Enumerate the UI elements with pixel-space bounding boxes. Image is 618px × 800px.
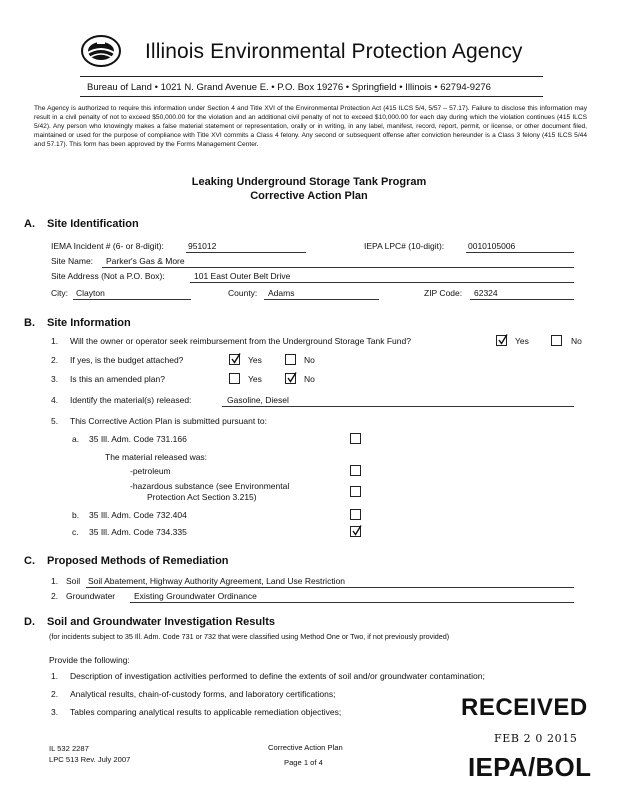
petroleum-label: -petroleum	[130, 466, 171, 476]
county-underline	[264, 299, 379, 300]
section-d-heading	[24, 616, 275, 628]
q2-no-label: No	[304, 355, 315, 365]
q2-text: If yes, is the budget attached?	[70, 355, 184, 365]
section-a-title: Site Identification	[47, 218, 139, 230]
section-d-note: (for incidents subject to 35 Ill. Adm. Code 731 or 732 that were classified using Method One or Two, if not previously provided)	[49, 632, 450, 641]
q2-no-checkbox[interactable]	[285, 354, 296, 365]
opt-a-text: 35 Ill. Adm. Code 731.166	[89, 434, 187, 444]
groundwater-underline	[130, 602, 574, 603]
section-d-letter: D.	[24, 616, 35, 628]
section-a-heading	[24, 218, 139, 230]
iema-value[interactable]: 951012	[188, 241, 217, 251]
zip-underline	[470, 299, 574, 300]
q1-text: Will the owner or operator seek reimbursement from the Underground Storage Tank Fund?	[70, 336, 411, 346]
q3-no-label: No	[304, 374, 315, 384]
zip-label: ZIP Code:	[424, 288, 463, 298]
agency-address: Bureau of Land • 1021 N. Grand Avenue E. • P.O. Box 19276 • Springfield • Illinois • 62794-9276	[87, 82, 491, 93]
list-item: Description of investigation activities performed to define the extents of soil and/or groundwater contamination;	[70, 671, 485, 681]
iema-underline	[186, 252, 306, 253]
opt-c-text: 35 Ill. Adm. Code 734.335	[89, 527, 187, 537]
q1-yes-label: Yes	[515, 336, 529, 346]
list-item: Analytical results, chain-of-custody forms, and laboratory certifications;	[70, 689, 336, 699]
form-revision: LPC 513 Rev. July 2007	[49, 755, 131, 764]
q3-yes-label: Yes	[248, 374, 262, 384]
header-rule-bottom	[80, 96, 543, 97]
hazardous-label-line1: -hazardous substance (see Environmental	[130, 481, 290, 491]
q4-number: 4.	[51, 395, 59, 405]
footer-title: Corrective Action Plan	[268, 743, 343, 752]
q1-number: 1.	[51, 336, 59, 346]
soil-value[interactable]: Soil Abatement, Highway Authority Agreement, Land Use Restriction	[88, 576, 346, 586]
lpc-label: IEPA LPC# (10-digit):	[364, 241, 445, 251]
received-stamp: RECEIVED	[461, 694, 588, 721]
q3-yes-checkbox[interactable]	[229, 373, 240, 384]
q3-no-checkbox[interactable]	[285, 373, 296, 384]
city-underline	[73, 299, 191, 300]
soil-label: Soil	[66, 576, 81, 586]
opt-b-text: 35 Ill. Adm. Code 732.404	[89, 510, 187, 520]
site-address-value[interactable]: 101 East Outer Belt Drive	[194, 271, 291, 281]
section-d-title: Soil and Groundwater Investigation Results	[47, 616, 275, 628]
list-item-number: 2.	[51, 689, 59, 699]
checkmark-icon	[497, 334, 508, 346]
opt-c-checkbox[interactable]	[350, 526, 361, 537]
site-address-underline	[190, 282, 574, 283]
list-item-number: 3.	[51, 707, 59, 717]
zip-value[interactable]: 62324	[474, 288, 498, 298]
opt-a-letter: a.	[72, 434, 80, 444]
q2-yes-label: Yes	[248, 355, 262, 365]
q5-number: 5.	[51, 416, 59, 426]
lpc-value[interactable]: 0010105006	[468, 241, 516, 251]
lpc-underline	[466, 252, 574, 253]
checkmark-icon	[230, 353, 241, 365]
groundwater-number: 2.	[51, 591, 59, 601]
page-number: Page 1 of 4	[284, 758, 323, 767]
iema-label: IEMA Incident # (6- or 8-digit):	[51, 241, 164, 251]
section-c-heading	[24, 555, 229, 567]
opt-b-letter: b.	[72, 510, 80, 520]
q1-no-checkbox[interactable]	[551, 335, 562, 346]
iepa-logo-icon	[80, 34, 122, 70]
city-label: City:	[51, 288, 68, 298]
material-heading: The material released was:	[105, 452, 208, 462]
section-c-letter: C.	[24, 555, 35, 567]
doc-title-line2: Corrective Action Plan	[250, 190, 368, 202]
q4-underline	[222, 406, 574, 407]
received-office: IEPA/BOL	[468, 752, 592, 782]
header-rule-top	[80, 76, 543, 77]
list-item-number: 1.	[51, 671, 59, 681]
doc-title-line1: Leaking Underground Storage Tank Program	[191, 176, 427, 188]
section-b-letter: B.	[24, 317, 35, 329]
received-date: FEB 2 0 2015	[494, 732, 578, 745]
petroleum-checkbox[interactable]	[350, 465, 361, 476]
site-name-value[interactable]: Parker's Gas & More	[106, 256, 185, 266]
hazardous-checkbox[interactable]	[350, 486, 361, 497]
q5-text: This Corrective Action Plan is submitted pursuant to:	[70, 416, 268, 426]
section-b-heading	[24, 317, 131, 329]
site-address-label: Site Address (Not a P.O. Box):	[51, 271, 165, 281]
checkmark-icon	[351, 525, 362, 537]
q1-no-label: No	[571, 336, 582, 346]
soil-underline	[86, 587, 574, 588]
section-a-letter: A.	[24, 218, 35, 230]
soil-number: 1.	[51, 576, 59, 586]
hazardous-label-line2: Protection Act Section 3.215)	[147, 492, 257, 502]
groundwater-label: Groundwater	[66, 591, 116, 601]
county-label: County:	[228, 288, 258, 298]
q4-value[interactable]: Gasoline, Diesel	[227, 395, 289, 405]
agency-title: Illinois Environmental Protection Agency	[145, 40, 523, 63]
q2-number: 2.	[51, 355, 59, 365]
list-item: Tables comparing analytical results to applicable remediation objectives;	[70, 707, 342, 717]
groundwater-value[interactable]: Existing Groundwater Ordinance	[134, 591, 257, 601]
provide-label: Provide the following:	[49, 655, 130, 665]
site-name-underline	[102, 267, 574, 268]
legal-notice: The Agency is authorized to require this information under Section 4 and Title XVI of the Environmental Protection Act (415 ILCS 5/4, 5/57 – 57.17). Failure to disclose this information may result in a civil penalty of not to exceed $50,000.00 for the violation and an additional civil penalty of not to exceed $10,000.00 for each day during which the violation continues (415 ILCS 5/42). Any person who knowingly makes a false material statement or representation, orally or in writing, in any label, manifest, record, report, permit, or license, or other document filed, maintained or used for the purpose of compliance with Title XVI commits a Class 4 felony. Any second or subsequent offense after conviction hereunder is a Class 3 felony (415 ILCS 5/44 and 57.17). This form has been approved by the Forms Management Center.	[34, 105, 587, 149]
section-b-title: Site Information	[47, 317, 131, 329]
county-value[interactable]: Adams	[268, 288, 295, 298]
city-value[interactable]: Clayton	[76, 288, 105, 298]
q4-text: Identify the material(s) released:	[70, 395, 192, 405]
opt-b-checkbox[interactable]	[350, 509, 361, 520]
checkmark-icon	[286, 372, 297, 384]
q1-yes-checkbox[interactable]	[496, 335, 507, 346]
q3-number: 3.	[51, 374, 59, 384]
q2-yes-checkbox[interactable]	[229, 354, 240, 365]
site-name-label: Site Name:	[51, 256, 94, 266]
form-id: IL 532 2287	[49, 744, 89, 753]
section-c-title: Proposed Methods of Remediation	[47, 555, 229, 567]
opt-a-checkbox[interactable]	[350, 433, 361, 444]
q3-text: Is this an amended plan?	[70, 374, 165, 384]
opt-c-letter: c.	[72, 527, 79, 537]
